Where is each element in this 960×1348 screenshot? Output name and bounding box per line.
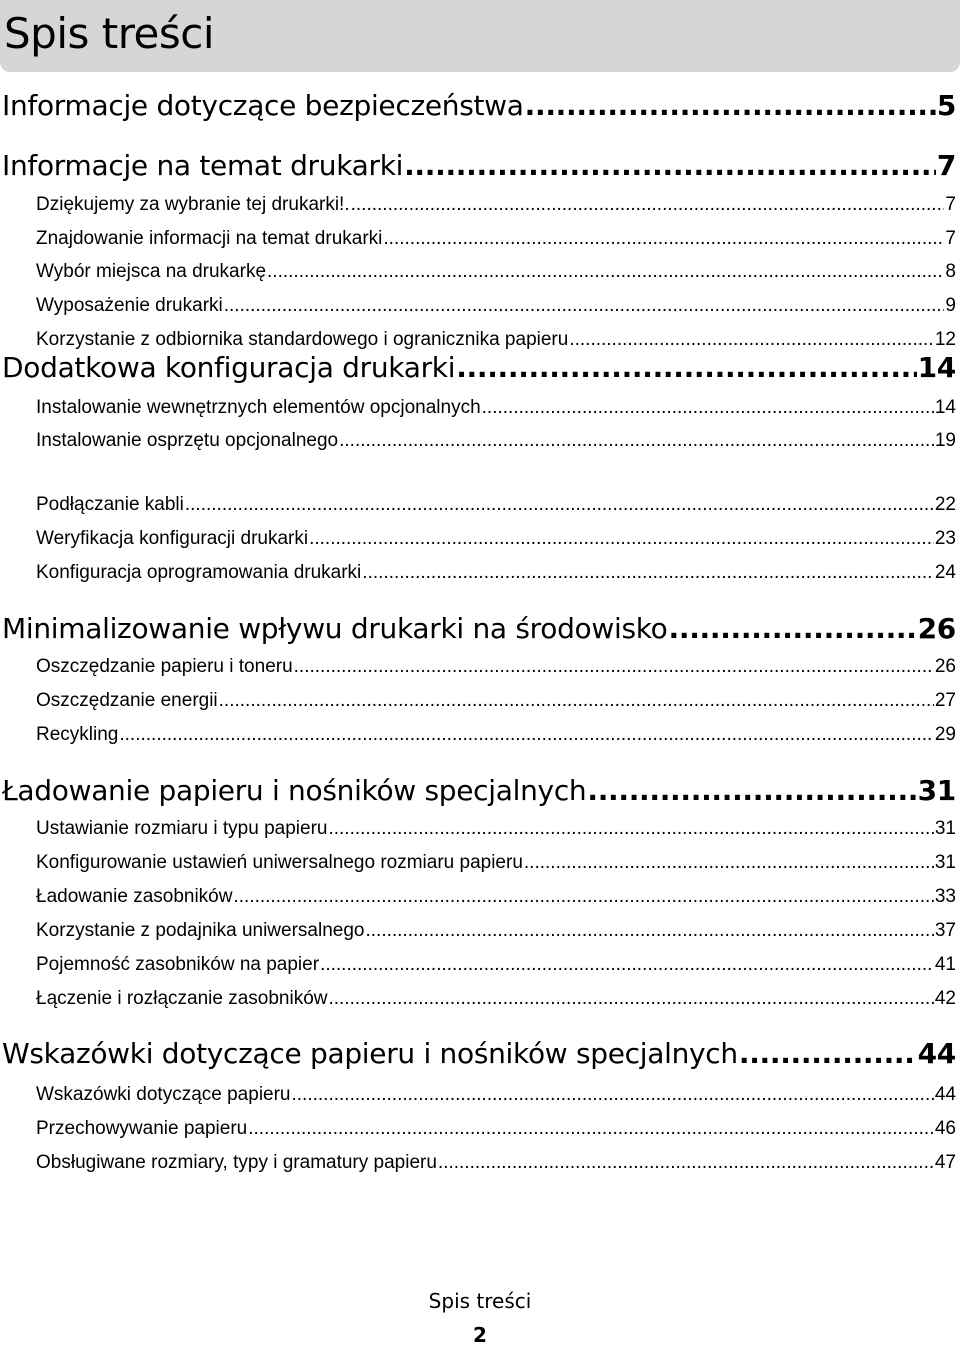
dot-leader bbox=[248, 1114, 934, 1144]
chapter-title: Informacje na temat drukarki bbox=[2, 149, 404, 182]
dot-leader bbox=[524, 848, 934, 878]
entry-page-number: 46 bbox=[934, 1118, 956, 1139]
dot-leader bbox=[362, 558, 934, 588]
entry-title: Znajdowanie informacji na temat drukarki bbox=[36, 228, 383, 249]
entry-title: Ładowanie zasobników bbox=[36, 886, 233, 907]
toc-entry[interactable] bbox=[36, 686, 956, 716]
dot-leader bbox=[329, 984, 934, 1014]
toc-entry[interactable] bbox=[36, 720, 956, 750]
dot-leader bbox=[328, 814, 933, 844]
chapter-page-number: 7 bbox=[936, 149, 956, 182]
toc-entry[interactable] bbox=[36, 490, 956, 520]
toc-entry[interactable] bbox=[36, 1148, 956, 1178]
entry-page-number: 12 bbox=[934, 329, 956, 350]
dot-leader bbox=[669, 609, 917, 649]
dot-leader bbox=[309, 524, 934, 554]
toc-chapter-safety[interactable] bbox=[2, 86, 956, 126]
dot-leader bbox=[438, 1148, 934, 1178]
entry-title: Korzystanie z podajnika uniwersalnego bbox=[36, 920, 365, 941]
dot-leader bbox=[351, 190, 945, 220]
entry-title: Przechowywanie papieru bbox=[36, 1118, 248, 1139]
page-number: 2 bbox=[473, 1323, 487, 1347]
toc-entry[interactable] bbox=[36, 950, 956, 980]
dot-leader bbox=[365, 916, 933, 946]
entry-page-number: 19 bbox=[934, 430, 956, 451]
entry-page-number: 7 bbox=[945, 194, 956, 215]
toc-entry[interactable] bbox=[36, 426, 956, 456]
toc-chapter-additional-setup[interactable] bbox=[2, 348, 956, 388]
toc-entry[interactable] bbox=[36, 224, 956, 254]
entry-title: Oszczędzanie energii bbox=[36, 690, 218, 711]
chapter-page-number: 14 bbox=[917, 351, 956, 384]
entry-page-number: 44 bbox=[934, 1084, 956, 1105]
entry-page-number: 27 bbox=[934, 690, 956, 711]
entry-page-number: 8 bbox=[945, 261, 956, 282]
title-bar bbox=[0, 0, 960, 72]
footer-title: Spis treści bbox=[428, 1289, 532, 1313]
entry-page-number: 31 bbox=[934, 852, 956, 873]
dot-leader bbox=[339, 426, 934, 456]
toc-entry[interactable] bbox=[36, 393, 956, 423]
toc-entry[interactable] bbox=[36, 652, 956, 682]
dot-leader bbox=[525, 86, 936, 126]
entry-page-number: 41 bbox=[934, 954, 956, 975]
entry-title: Konfiguracja oprogramowania drukarki bbox=[36, 562, 362, 583]
toc-entry[interactable] bbox=[36, 524, 956, 554]
toc-entry[interactable] bbox=[36, 291, 956, 321]
entry-page-number: 37 bbox=[934, 920, 956, 941]
toc-entry[interactable] bbox=[36, 984, 956, 1014]
entry-title: Łączenie i rozłączanie zasobników bbox=[36, 988, 328, 1009]
dot-leader bbox=[383, 224, 944, 254]
entry-title: Instalowanie wewnętrznych elementów opcjonalnych bbox=[36, 397, 481, 418]
toc-entry[interactable] bbox=[36, 257, 956, 287]
entry-title: Recykling bbox=[36, 724, 119, 745]
toc-entry[interactable] bbox=[36, 1114, 956, 1144]
toc-entry[interactable] bbox=[36, 848, 956, 878]
toc-entry[interactable] bbox=[36, 1080, 956, 1110]
entry-page-number: 29 bbox=[934, 724, 956, 745]
chapter-title: Ładowanie papieru i nośników specjalnych bbox=[2, 774, 587, 807]
entry-title: Wskazówki dotyczące papieru bbox=[36, 1084, 291, 1105]
entry-title: Obsługiwane rozmiary, typy i gramatury papieru bbox=[36, 1152, 437, 1173]
toc-chapter-loading-paper[interactable] bbox=[2, 771, 956, 811]
dot-leader bbox=[267, 257, 944, 287]
entry-page-number: 7 bbox=[945, 228, 956, 249]
toc-chapter-paper-guidelines[interactable] bbox=[2, 1034, 956, 1074]
dot-leader bbox=[185, 490, 934, 520]
dot-leader bbox=[404, 146, 936, 186]
entry-title: Podłączanie kabli bbox=[36, 494, 184, 515]
dot-leader bbox=[119, 720, 933, 750]
chapter-title: Informacje dotyczące bezpieczeństwa bbox=[2, 89, 524, 122]
entry-title: Oszczędzanie papieru i toneru bbox=[36, 656, 293, 677]
entry-title: Instalowanie osprzętu opcjonalnego bbox=[36, 430, 339, 451]
dot-leader bbox=[292, 1080, 934, 1110]
entry-title: Wybór miejsca na drukarkę bbox=[36, 261, 267, 282]
chapter-page-number: 31 bbox=[917, 774, 956, 807]
entry-title: Konfigurowanie ustawień uniwersalnego rozmiaru papieru bbox=[36, 852, 523, 873]
chapter-title: Wskazówki dotyczące papieru i nośników specjalnych bbox=[2, 1037, 738, 1070]
entry-page-number: 33 bbox=[934, 886, 956, 907]
entry-page-number: 26 bbox=[934, 656, 956, 677]
dot-leader bbox=[233, 882, 933, 912]
entry-title: Dziękujemy za wybranie tej drukarki!. bbox=[36, 194, 350, 215]
toc-entry[interactable] bbox=[36, 882, 956, 912]
dot-leader bbox=[320, 950, 934, 980]
entry-title: Korzystanie z odbiornika standardowego i ogranicznika papieru bbox=[36, 329, 569, 350]
entry-title: Weryfikacja konfiguracji drukarki bbox=[36, 528, 309, 549]
entry-page-number: 22 bbox=[934, 494, 956, 515]
entry-page-number: 23 bbox=[934, 528, 956, 549]
dot-leader bbox=[587, 771, 916, 811]
entry-page-number: 42 bbox=[934, 988, 956, 1009]
entry-page-number: 47 bbox=[934, 1152, 956, 1173]
chapter-page-number: 5 bbox=[936, 89, 956, 122]
toc-chapter-environment[interactable] bbox=[2, 609, 956, 649]
toc-entry[interactable] bbox=[36, 814, 956, 844]
entry-title: Pojemność zasobników na papier bbox=[36, 954, 320, 975]
toc-chapter-printer-info[interactable] bbox=[2, 146, 956, 186]
entry-page-number: 14 bbox=[934, 397, 956, 418]
toc-entry[interactable] bbox=[36, 916, 956, 946]
dot-leader bbox=[739, 1034, 917, 1074]
dot-leader bbox=[482, 393, 934, 423]
dot-leader bbox=[456, 348, 916, 388]
entry-page-number: 9 bbox=[945, 295, 956, 316]
chapter-title: Dodatkowa konfiguracja drukarki bbox=[2, 351, 456, 384]
toc-entry[interactable] bbox=[36, 190, 956, 220]
chapter-page-number: 26 bbox=[917, 612, 956, 645]
dot-leader bbox=[224, 291, 945, 321]
entry-page-number: 24 bbox=[934, 562, 956, 583]
entry-title: Wyposażenie drukarki bbox=[36, 295, 223, 316]
entry-page-number: 31 bbox=[934, 818, 956, 839]
entry-title: Ustawianie rozmiaru i typu papieru bbox=[36, 818, 328, 839]
chapter-title: Minimalizowanie wpływu drukarki na środowisko bbox=[2, 612, 668, 645]
dot-leader bbox=[219, 686, 934, 716]
page-title: Spis treści bbox=[4, 9, 215, 58]
chapter-page-number: 44 bbox=[917, 1037, 956, 1070]
toc-entry[interactable] bbox=[36, 558, 956, 588]
dot-leader bbox=[294, 652, 934, 682]
